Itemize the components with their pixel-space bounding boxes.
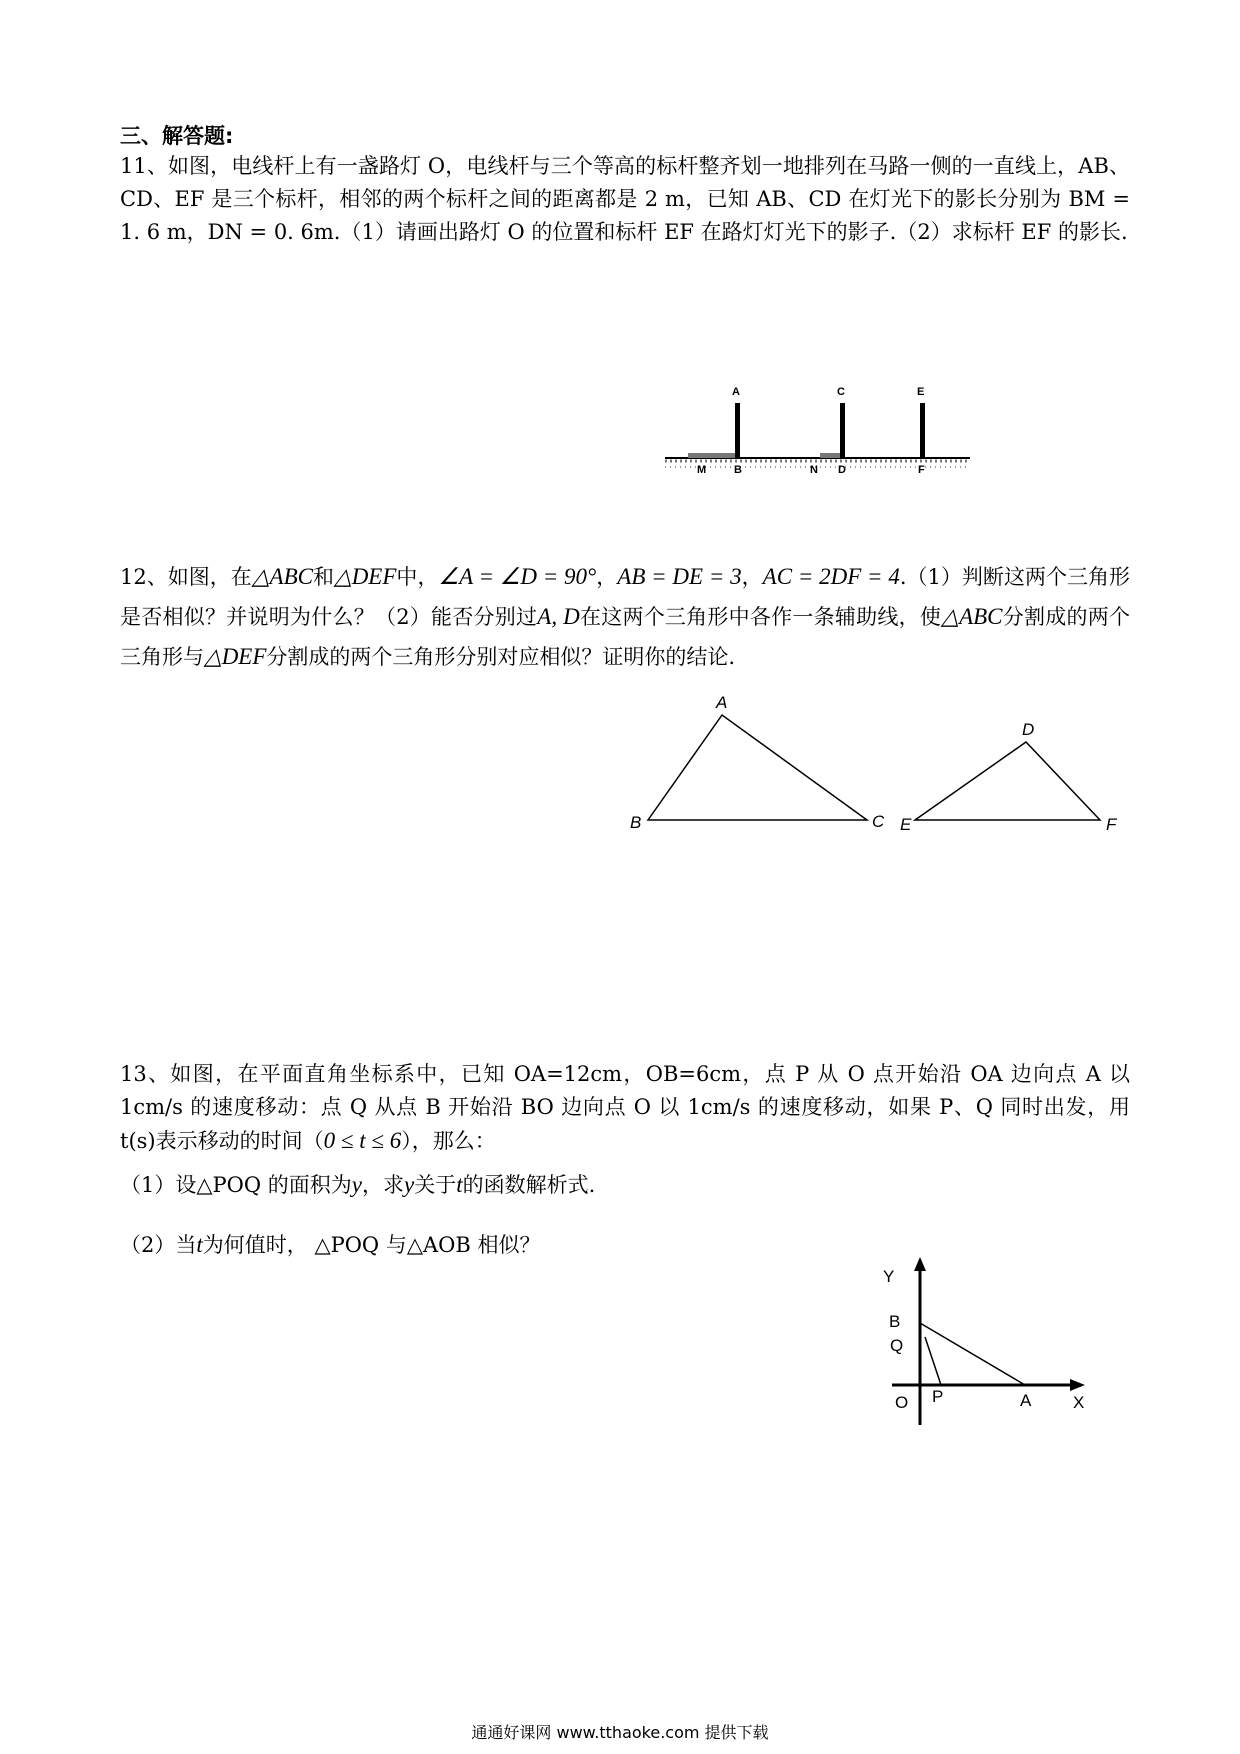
label-y: Y xyxy=(883,1267,895,1286)
q13-p1-t: t xyxy=(456,1172,463,1197)
q12-text-7: 在这两个三角形中各作一条辅助线，使 xyxy=(579,605,942,629)
q12-triangle-def: △DEF xyxy=(334,564,397,589)
question-13 xyxy=(120,1058,1130,1158)
coordinate-figure xyxy=(870,1255,1100,1430)
q13-p1-text-4: 的函数解析式. xyxy=(462,1173,596,1197)
q13-p1-text-1: （1）设△POQ 的面积为 xyxy=(120,1173,352,1197)
question-12 xyxy=(120,557,1130,677)
q12-triangle-def-2: △DEF xyxy=(204,644,267,669)
label-d: D xyxy=(838,464,846,476)
pole-ef xyxy=(920,403,925,458)
triangles-figure xyxy=(610,690,1130,850)
label-m: M xyxy=(697,464,707,476)
y-axis-arrow xyxy=(914,1257,926,1271)
label-d: D xyxy=(1022,720,1035,739)
footer: 通通好课网 www.tthaoke.com 提供下载 xyxy=(471,1723,769,1742)
q12-text-4: ， xyxy=(596,565,618,589)
label-f: F xyxy=(1106,815,1117,834)
q12-text-3: 中， xyxy=(396,565,439,589)
label-x: X xyxy=(1073,1393,1085,1412)
question-13-part-1 xyxy=(120,1168,1130,1202)
label-c: C xyxy=(837,386,845,398)
label-a: A xyxy=(1020,1391,1032,1410)
q13-p2-t: t xyxy=(196,1232,203,1257)
q12-text-1: 12、如图，在 xyxy=(120,565,252,589)
q12-points: A, D xyxy=(537,604,580,629)
segment-qp xyxy=(925,1337,941,1385)
q13-p1-text-3: 关于 xyxy=(414,1173,457,1197)
question-11 xyxy=(120,150,1130,249)
x-axis-arrow xyxy=(1070,1379,1085,1391)
q12-eq-ac-df: AC = 2DF = 4 xyxy=(762,564,900,589)
q12-text-2: 和 xyxy=(312,565,334,589)
triangle-abc xyxy=(648,715,867,820)
label-p: P xyxy=(932,1387,944,1406)
shadow-dn xyxy=(820,453,840,458)
label-a: A xyxy=(732,386,740,398)
q13-p2-text-2: 为何值时， △POQ 与△AOB 相似？ xyxy=(202,1233,541,1257)
q12-triangle-abc: △ABC xyxy=(251,564,313,589)
label-q: Q xyxy=(890,1336,904,1355)
q12-triangle-abc-2: △ABC xyxy=(941,604,1003,629)
section-title: 三、解答题: xyxy=(120,124,234,148)
pole-cd xyxy=(840,403,845,458)
label-o: O xyxy=(895,1393,909,1412)
q13-text: 13、如图，在平面直角坐标系中，已知 OA=12cm，OB=6cm，点 P 从 O 点开始沿 OA 边向点 A 以 1cm/s 的速度移动：点 Q 从点 B 开始沿 BO 边向点 O 以 1cm/s 的速度移动，如果 P、Q 同时出发，用 t(s)表示移动的时间（ xyxy=(120,1062,1130,1153)
segment-ba xyxy=(920,1323,1025,1385)
q13-range: 0 ≤ t ≤ 6 xyxy=(323,1128,402,1153)
shadow-figure xyxy=(660,375,980,500)
q13-p2-text-1: （2）当 xyxy=(120,1233,197,1257)
label-b: B xyxy=(889,1312,901,1331)
label-c: C xyxy=(872,812,885,831)
label-f: F xyxy=(918,464,925,476)
triangle-def xyxy=(915,742,1100,820)
label-b: B xyxy=(734,464,742,476)
q13-p1-text-2: ，求 xyxy=(361,1173,404,1197)
label-b: B xyxy=(630,813,642,832)
q13-p1-y: y xyxy=(351,1172,362,1197)
q13-text-end: ），那么： xyxy=(401,1129,496,1153)
q13-p1-y-2: y xyxy=(403,1172,415,1197)
q12-text-6: .（1）判断这两个三角形是否相似？并说明为什么？（2）能否分别过 xyxy=(120,565,1131,629)
label-e: E xyxy=(917,386,925,398)
question-11-text: 11、如图，电线杆上有一盏路灯 O，电线杆与三个等高的标杆整齐划一地排列在马路一侧的一直线上，AB、CD、EF 是三个标杆，相邻的两个标杆之间的距离都是 2 m，已知 AB、CD 在灯光下的影长分别为 BM = 1. 6 m，DN = 0. 6m.（1）请画出路灯 O 的位置和标杆 EF 在路灯灯光下的影子.（2）求标杆 EF 的影长. xyxy=(120,154,1130,244)
label-n: N xyxy=(810,464,818,476)
question-12-text xyxy=(120,557,1130,677)
q12-text-8: 分割成的两个三角形与 xyxy=(120,605,1130,669)
label-a: A xyxy=(716,693,728,712)
q12-text-5: ， xyxy=(741,565,763,589)
label-e: E xyxy=(900,815,912,834)
q12-eq-ab-de: AB = DE = 3 xyxy=(617,564,742,589)
shadow-bm xyxy=(688,453,736,458)
q12-text-9: 分割成的两个三角形分别对应相似？证明你的结论. xyxy=(266,645,736,669)
pole-ab xyxy=(735,403,740,458)
question-13-text xyxy=(120,1058,1130,1158)
q12-eq-angles: ∠A = ∠D = 90° xyxy=(438,564,597,589)
